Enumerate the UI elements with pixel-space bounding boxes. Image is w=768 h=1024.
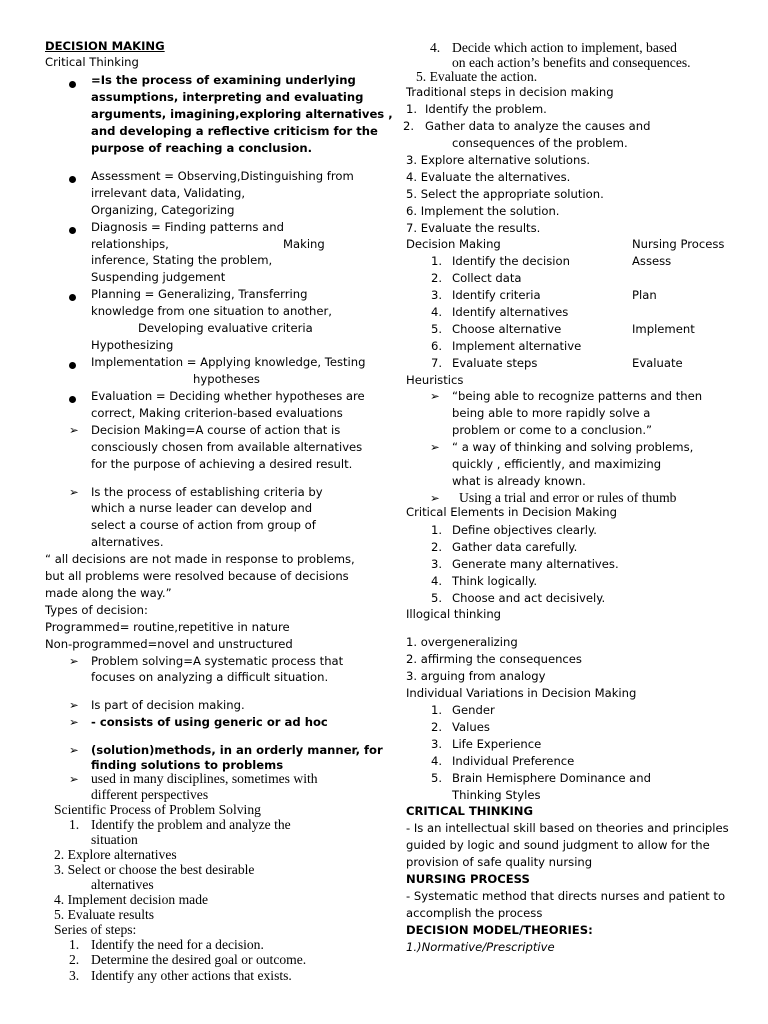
- arrow-bullet: ➢: [430, 491, 440, 505]
- text-line: Life Experience: [452, 737, 542, 751]
- bullet-dot: [69, 172, 76, 186]
- bullet-dot-icon: [69, 81, 76, 88]
- text-line: “ all decisions are not made in response to problems,: [45, 552, 355, 566]
- text-line: provision of safe quality nursing: [406, 855, 593, 869]
- text-line: Determine the desired goal or outcome.: [91, 952, 307, 967]
- list-number: 3.: [431, 557, 443, 571]
- text-line: Choose and act decisively.: [452, 591, 606, 605]
- text-line: Gather data carefully.: [452, 540, 578, 554]
- text-line: 3. Select or choose the best desirable: [54, 862, 255, 877]
- text-line: for the purpose of achieving a desired result.: [91, 457, 353, 471]
- text-line: 5. Select the appropriate solution.: [406, 187, 604, 201]
- text-line: Individual Variations in Decision Making: [406, 686, 637, 700]
- text-line: but all problems were resolved because of decisions: [45, 569, 349, 583]
- bullet-dot: [69, 223, 76, 237]
- text-line: finding solutions to problems: [91, 758, 284, 772]
- text-line: Assess: [632, 254, 672, 268]
- text-line: 1.)Normative/Prescriptive: [406, 940, 555, 954]
- list-number: 7.: [431, 356, 443, 370]
- text-line: DECISION MAKING: [45, 39, 165, 53]
- text-line: Decision Making=A course of action that is: [91, 423, 341, 437]
- text-line: Plan: [632, 288, 657, 302]
- text-line: Define objectives clearly.: [452, 523, 597, 537]
- text-line: irrelevant data, Validating,: [91, 186, 246, 200]
- text-line: Identify criteria: [452, 288, 541, 302]
- list-number: 6.: [431, 339, 443, 353]
- text-line: Diagnosis = Finding patterns and: [91, 220, 284, 234]
- text-line: Gather data to analyze the causes and: [425, 119, 651, 133]
- bullet-dot: [69, 290, 76, 304]
- text-line: 4. Implement decision made: [54, 892, 209, 907]
- list-number: 1.: [431, 254, 443, 268]
- text-line: guided by logic and sound judgment to allow for the: [406, 838, 710, 852]
- list-number: 3.: [69, 968, 80, 983]
- text-line: assumptions, interpreting and evaluating: [91, 90, 364, 104]
- arrow-bullet: ➢: [69, 743, 79, 757]
- text-line: Illogical thinking: [406, 607, 502, 621]
- text-line: 3. arguing from analogy: [406, 669, 546, 683]
- text-line: used in many disciplines, sometimes with: [91, 771, 318, 786]
- text-line: 3. Explore alternative solutions.: [406, 153, 591, 167]
- arrow-bullet: ➢: [69, 698, 79, 712]
- text-line: purpose of reaching a conclusion.: [91, 141, 313, 155]
- text-line: focuses on analyzing a difficult situation.: [91, 670, 329, 684]
- text-line: Is the process of establishing criteria by: [91, 485, 323, 499]
- text-line: Traditional steps in decision making: [406, 85, 614, 99]
- text-line: Series of steps:: [54, 922, 137, 937]
- list-number: 5.: [431, 591, 443, 605]
- text-line: Hypothesizing: [91, 338, 174, 352]
- list-number: 1.: [69, 817, 80, 832]
- list-number: 4.: [430, 40, 441, 55]
- text-line: “ a way of thinking and solving problems,: [452, 440, 694, 454]
- arrow-bullet: ➢: [69, 423, 79, 437]
- arrow-bullet: ➢: [69, 715, 79, 729]
- text-line: consciously chosen from available alternatives: [91, 440, 363, 454]
- text-line: on each action’s benefits and consequences.: [452, 55, 691, 70]
- text-line: knowledge from one situation to another,: [91, 304, 332, 318]
- text-line: 6. Implement the solution.: [406, 204, 560, 218]
- text-line: Brain Hemisphere Dominance and: [452, 771, 651, 785]
- text-line: 2. Explore alternatives: [54, 847, 177, 862]
- text-line: Critical Elements in Decision Making: [406, 505, 618, 519]
- list-number: 2.: [431, 720, 443, 734]
- text-line: quickly , efficiently, and maximizing: [452, 457, 662, 471]
- text-line: problem or come to a conclusion.”: [452, 423, 653, 437]
- list-number: 3.: [431, 737, 443, 751]
- text-line: Implement alternative: [452, 339, 582, 353]
- text-line: different perspectives: [91, 787, 209, 802]
- text-line: Scientific Process of Problem Solving: [54, 802, 261, 817]
- text-line: relationships,: [91, 237, 169, 251]
- arrow-bullet: ➢: [69, 772, 79, 786]
- text-line: Planning = Generalizing, Transferring: [91, 287, 308, 301]
- text-line: (solution)methods, in an orderly manner, for: [91, 743, 383, 757]
- bullet-dot-icon: [69, 176, 76, 183]
- list-number: 2.: [431, 271, 443, 285]
- text-line: Problem solving=A systematic process that: [91, 654, 344, 668]
- text-line: Identify the problem and analyze the: [91, 817, 291, 832]
- text-line: inference, Stating the problem,: [91, 253, 273, 267]
- bullet-dot-icon: [69, 362, 76, 369]
- list-number: 2.: [69, 952, 80, 967]
- text-line: Implement: [632, 322, 695, 336]
- text-line: Organizing, Categorizing: [91, 203, 235, 217]
- text-line: Evaluate: [632, 356, 683, 370]
- text-line: Making: [283, 237, 325, 251]
- text-line: Gender: [452, 703, 495, 717]
- text-line: Implementation = Applying knowledge, Testing: [91, 355, 366, 369]
- text-line: Assessment = Observing,Distinguishing from: [91, 169, 354, 183]
- bullet-dot-icon: [69, 294, 76, 301]
- text-line: Identify alternatives: [452, 305, 569, 319]
- list-number: 3.: [431, 288, 443, 302]
- text-line: Suspending judgement: [91, 270, 226, 284]
- text-line: correct, Making criterion-based evaluations: [91, 406, 343, 420]
- arrow-bullet: ➢: [430, 440, 440, 454]
- text-line: - consists of using generic or ad hoc: [91, 715, 328, 729]
- text-line: 5. Evaluate results: [54, 907, 155, 922]
- bullet-dot-icon: [69, 396, 76, 403]
- text-line: 1. overgeneralizing: [406, 635, 518, 649]
- text-line: alternatives.: [91, 535, 164, 549]
- text-line: 4. Evaluate the alternatives.: [406, 170, 571, 184]
- text-line: 2. affirming the consequences: [406, 652, 582, 666]
- text-line: Choose alternative: [452, 322, 562, 336]
- list-number: 1.: [69, 937, 80, 952]
- text-line: 7. Evaluate the results.: [406, 221, 541, 235]
- text-line: Critical Thinking: [45, 55, 139, 69]
- text-line: Using a trial and error or rules of thumb: [459, 490, 677, 505]
- list-number: 4.: [431, 574, 443, 588]
- text-line: Individual Preference: [452, 754, 575, 768]
- text-line: Decision Making: [406, 237, 501, 251]
- text-line: situation: [91, 832, 138, 847]
- text-line: Values: [452, 720, 490, 734]
- text-line: being able to more rapidly solve a: [452, 406, 651, 420]
- text-line: - Systematic method that directs nurses and patient to: [406, 889, 726, 903]
- arrow-bullet: ➢: [430, 389, 440, 403]
- text-line: made along the way.”: [45, 586, 172, 600]
- list-number: 4.: [431, 305, 443, 319]
- text-line: Decide which action to implement, based: [452, 40, 677, 55]
- text-line: Nursing Process: [632, 237, 725, 251]
- list-number: 4.: [431, 754, 443, 768]
- text-line: =Is the process of examining underlying: [91, 73, 356, 87]
- text-line: accomplish the process: [406, 906, 543, 920]
- text-line: Types of decision:: [45, 603, 148, 617]
- bullet-dot: [69, 77, 76, 91]
- arrow-bullet: ➢: [69, 654, 79, 668]
- text-line: Generate many alternatives.: [452, 557, 619, 571]
- list-number: 2.: [431, 540, 443, 554]
- text-line: hypotheses: [193, 372, 260, 386]
- bullet-dot: [69, 392, 76, 406]
- text-line: Thinking Styles: [452, 788, 541, 802]
- list-number: 5.: [431, 771, 443, 785]
- text-line: Identify any other actions that exists.: [91, 968, 292, 983]
- bullet-dot: [69, 358, 76, 372]
- text-line: - Is an intellectual skill based on theories and principles: [406, 821, 729, 835]
- text-line: CRITICAL THINKING: [406, 804, 534, 818]
- text-line: Collect data: [452, 271, 522, 285]
- text-line: consequences of the problem.: [452, 136, 628, 150]
- text-line: Identify the need for a decision.: [91, 937, 264, 952]
- text-line: which a nurse leader can develop and: [91, 501, 313, 515]
- text-line: alternatives: [91, 877, 154, 892]
- list-number: 1.: [431, 523, 443, 537]
- text-line: Programmed= routine,repetitive in nature: [45, 620, 290, 634]
- text-line: “being able to recognize patterns and then: [452, 389, 703, 403]
- bullet-dot-icon: [69, 227, 76, 234]
- text-line: DECISION MODEL/THEORIES:: [406, 923, 593, 937]
- text-line: select a course of action from group of: [91, 518, 316, 532]
- text-line: Identify the problem.: [425, 102, 547, 116]
- text-line: arguments, imagining,exploring alternatives ,: [91, 107, 393, 121]
- text-line: 5. Evaluate the action.: [416, 69, 538, 84]
- text-line: Identify the decision: [452, 254, 570, 268]
- text-line: Evaluate steps: [452, 356, 538, 370]
- text-line: what is already known.: [452, 474, 586, 488]
- text-line: Evaluation = Deciding whether hypotheses are: [91, 389, 365, 403]
- list-number: 1.: [431, 703, 443, 717]
- arrow-bullet: ➢: [69, 485, 79, 499]
- list-number: 5.: [431, 322, 443, 336]
- list-number: 1.: [406, 102, 418, 116]
- text-line: Heuristics: [406, 373, 464, 387]
- list-number: 2.: [403, 119, 415, 133]
- text-line: and developing a reflective criticism for the: [91, 124, 378, 138]
- text-line: Is part of decision making.: [91, 698, 245, 712]
- text-line: Developing evaluative criteria: [138, 321, 313, 335]
- text-line: Non-programmed=novel and unstructured: [45, 637, 293, 651]
- text-line: NURSING PROCESS: [406, 872, 530, 886]
- text-line: Think logically.: [452, 574, 538, 588]
